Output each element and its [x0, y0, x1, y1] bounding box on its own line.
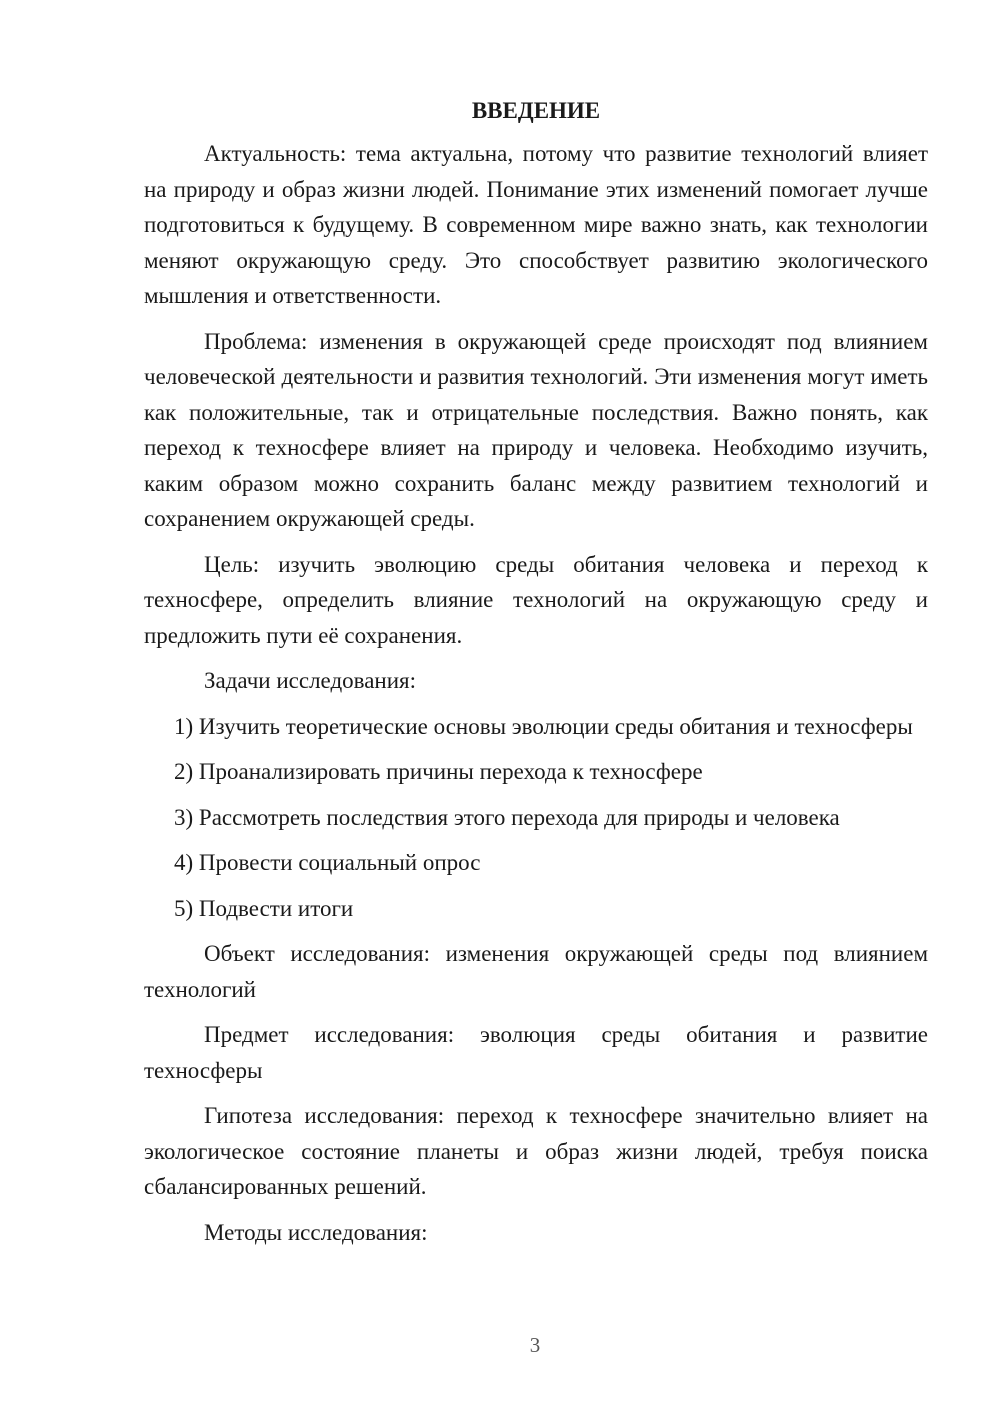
task-item-5: 5) Подвести итоги — [174, 895, 354, 921]
relevance-paragraph: Актуальность: тема актуальна, потому что развитие технологий влияет на природу и образ жизни людей. Понимание этих изменений помогает лучше подготовиться к будущему. В современном мире важно знать, как технологии меняют окружающую среду. Это способствует развитию экологического мышления и ответственности. — [144, 141, 928, 308]
tasks-list — [144, 709, 928, 927]
problem-paragraph: Проблема: изменения в окружающей среде происходят под влиянием человеческой деятельности и развития технологий. Эти изменения могут иметь как положительные, так и отрицательные последствия. Важно понять, как переход к техносфере влияет на природу и человека. Необходимо изучить, каким образом можно сохранить баланс между развитием технологий и сохранением окружающей среды. — [144, 328, 928, 531]
task-item-1: 1) Изучить теоретические основы эволюции среды обитания и техносферы — [174, 713, 913, 739]
goal-paragraph: Цель: изучить эволюцию среды обитания человека и переход к техносфере, определить влияние технологий на окружающую среду и предложить пути её сохранения. — [144, 551, 928, 648]
hypothesis-paragraph: Гипотеза исследования: переход к техносфере значительно влияет на экологическое состояние планеты и образ жизни людей, требуя поиска сбалансированных решений. — [144, 1103, 928, 1199]
object-paragraph: Объект исследования: изменения окружающей среды под влиянием технологий — [144, 941, 928, 1002]
subject-paragraph: Предмет исследования: эволюция среды обитания и развитие техносферы — [144, 1022, 928, 1083]
task-item-3: 3) Рассмотреть последствия этого перехода для природы и человека — [174, 804, 840, 830]
task-item-2: 2) Проанализировать причины перехода к техносфере — [174, 759, 703, 784]
tasks-heading: Задачи исследования: — [204, 668, 417, 693]
page-title: ВВЕДЕНИЕ — [471, 98, 601, 123]
methods-heading: Методы исследования: — [204, 1219, 428, 1245]
page-number: 3 — [529, 1333, 541, 1357]
page-content — [144, 96, 928, 1260]
task-item-4: 4) Провести социальный опрос — [174, 850, 481, 875]
